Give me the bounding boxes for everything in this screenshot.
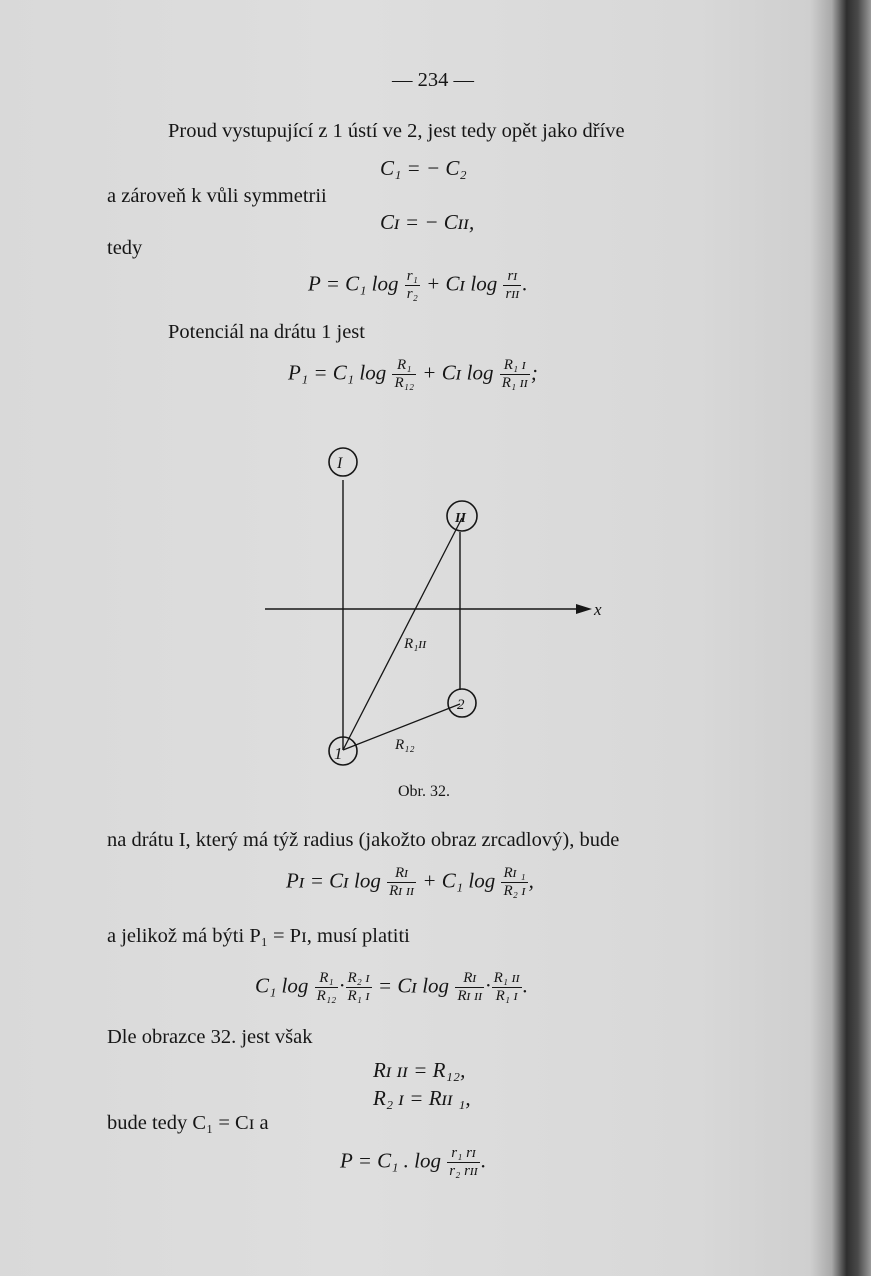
label-wire-II: II xyxy=(455,511,466,526)
equation-3: P = C₁ log $\frac{\text{r₁}}{\text{r₂}}$ + Cɪ log $\frac{\text{rɪ}}{\text{rɪɪ}}$ . xyxy=(308,268,528,303)
eq5-fraction-1: $\frac{\text{Rɪ}}{\text{Rɪ ɪɪ}}$ xyxy=(389,865,415,900)
eq6-fraction-4: $\frac{\text{R₁ ɪɪ}}{\text{R₁ ɪ}}$ xyxy=(493,970,520,1005)
equation-6: C₁ log $\frac{\text{R₁}}{\text{R₁₂}}$ · $\frac{\text{R₂ ɪ}}{\text{R₁ ɪ}}$ = Cɪ log $\frac{\text{Rɪ}}{\text{Rɪ ɪɪ}}$ · $\frac{\text{R₁ ɪɪ}}{\text{R₁ ɪ}}$ . xyxy=(255,970,528,1005)
label-wire-2: 2 xyxy=(457,697,465,713)
x-axis-arrow xyxy=(576,604,592,614)
wire-I-circle xyxy=(329,448,357,476)
paragraph-5: bude tedy C₁ = Cɪ a xyxy=(107,1112,269,1134)
eq6-fraction-1: $\frac{\text{R₁}}{\text{R₁₂}}$ xyxy=(316,970,337,1005)
eq6-fraction-3: $\frac{\text{Rɪ}}{\text{Rɪ ɪɪ}}$ xyxy=(457,970,483,1005)
eq5-fraction-2: $\frac{\text{Rɪ ₁}}{\text{R₂ ɪ}}$ xyxy=(503,865,526,900)
page-number: — 234 — xyxy=(392,69,474,91)
equation-4: P₁ = C₁ log $\frac{\text{R₁}}{\text{R₁₂}}$ + Cɪ log $\frac{\text{R₁ ɪ}}{\text{R₁ ɪɪ}}$ ; xyxy=(288,357,538,392)
figure-32 xyxy=(250,435,630,780)
equation-2: Cɪ = − Cɪɪ, xyxy=(380,210,475,234)
paragraph-1: Proud vystupující z 1 ústí ve 2, jest tedy opět jako dříve xyxy=(168,120,625,142)
paragraph-3: a jelikož má býti P₁ = Pɪ, musí platiti xyxy=(107,925,410,947)
equation-8: R₂ ɪ = Rɪɪ ₁, xyxy=(373,1086,471,1110)
eq9-fraction: $\frac{\text{r₁ rɪ}}{\text{r₂ rɪɪ}}$ xyxy=(449,1145,478,1180)
eq3-fraction-1: $\frac{\text{r₁}}{\text{r₂}}$ xyxy=(406,268,418,303)
equation-5: Pɪ = Cɪ log $\frac{\text{Rɪ}}{\text{Rɪ ɪɪ}}$ + C₁ log $\frac{\text{Rɪ ₁}}{\text{R₂ ɪ}}$ , xyxy=(286,865,534,900)
eq3-fraction-2: $\frac{\text{rɪ}}{\text{rɪɪ}}$ xyxy=(505,268,520,303)
equation-9: P = C₁ . log $\frac{\text{r₁ rɪ}}{\text{r₂ rɪɪ}}$ . xyxy=(340,1145,487,1180)
equation-7: Rɪ ɪɪ = R₁₂, xyxy=(373,1058,466,1082)
equation-1: C₁ = − C₂ xyxy=(380,156,467,180)
paragraph-symmetry: a zároveň k vůli symmetrii xyxy=(107,185,327,207)
eq4-fraction-1: $\frac{\text{R₁}}{\text{R₁₂}}$ xyxy=(394,357,415,392)
eq3-mid: + Cɪ log xyxy=(426,271,498,296)
label-wire-I: I xyxy=(337,455,343,472)
figure-caption: Obr. 32. xyxy=(398,783,450,800)
line-R1II xyxy=(343,518,462,750)
paragraph-2: na drátu I, který má týž radius (jakožto obraz zrcadlový), bude xyxy=(107,829,620,851)
eq6-fraction-2: $\frac{\text{R₂ ɪ}}{\text{R₁ ɪ}}$ xyxy=(347,970,370,1005)
label-wire-1: 1 xyxy=(334,744,343,763)
eq3-lhs: P = C₁ log xyxy=(308,271,399,296)
eq4-fraction-2: $\frac{\text{R₁ ɪ}}{\text{R₁ ɪɪ}}$ xyxy=(501,357,528,392)
label-R1II: R₁ɪɪ xyxy=(404,636,427,652)
paragraph-potencial: Potenciál na drátu 1 jest xyxy=(168,321,365,343)
label-x-axis: x xyxy=(594,600,602,619)
paragraph-4: Dle obrazce 32. jest však xyxy=(107,1026,313,1048)
label-R12: R₁₂ xyxy=(395,737,415,753)
paragraph-tedy: tedy xyxy=(107,237,143,259)
